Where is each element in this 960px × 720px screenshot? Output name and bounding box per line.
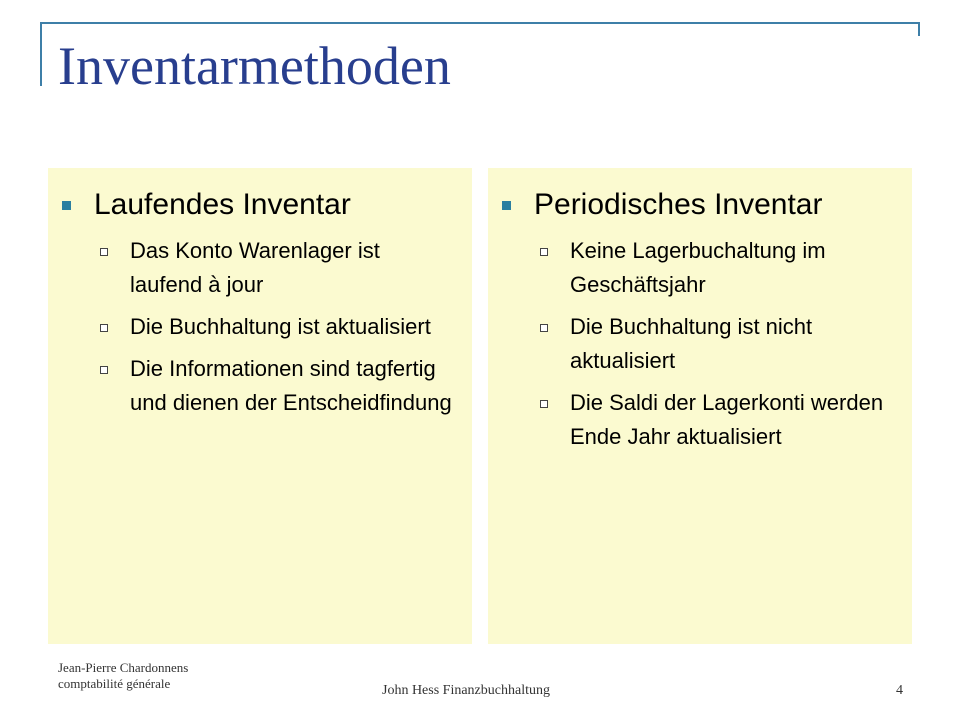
column-heading <box>488 186 912 224</box>
list-item-text: Die Informationen sind tagfertig und dienen der Entscheidfindung <box>130 356 452 415</box>
column-laufendes-inventar <box>48 168 472 644</box>
footer-title: John Hess Finanzbuchhaltung <box>382 683 550 698</box>
title-frame-top-line <box>40 22 920 24</box>
title-frame-right-line <box>918 22 920 36</box>
list-item-text: Die Buchhaltung ist aktualisiert <box>130 314 431 339</box>
column-heading <box>48 186 472 224</box>
square-bullet-icon <box>62 201 71 210</box>
list-item <box>488 386 912 454</box>
square-bullet-icon <box>502 201 511 210</box>
hollow-square-bullet-icon <box>100 324 108 332</box>
list-item-text: Das Konto Warenlager ist laufend à jour <box>130 238 380 297</box>
slide-title: Inventarmethoden <box>58 36 451 96</box>
bullet-list <box>488 234 912 454</box>
column-heading-text: Laufendes Inventar <box>94 188 351 221</box>
hollow-square-bullet-icon <box>540 324 548 332</box>
title-frame-left-line <box>40 22 42 86</box>
list-item <box>488 234 912 302</box>
list-item <box>48 352 472 420</box>
list-item <box>48 310 472 344</box>
list-item <box>488 310 912 378</box>
footer-author <box>58 660 188 692</box>
hollow-square-bullet-icon <box>540 400 548 408</box>
bullet-list <box>48 234 472 420</box>
page-number: 4 <box>896 683 903 698</box>
list-item-text: Keine Lagerbuchaltung im Geschäftsjahr <box>570 238 826 297</box>
footer-author-name: Jean-Pierre Chardonnens <box>58 660 189 675</box>
column-periodisches-inventar <box>488 168 912 644</box>
footer-author-course: comptabilité générale <box>58 676 171 691</box>
hollow-square-bullet-icon <box>100 248 108 256</box>
list-item-text: Die Saldi der Lagerkonti werden Ende Jahr aktualisiert <box>570 390 884 449</box>
column-heading-text: Periodisches Inventar <box>534 188 823 221</box>
hollow-square-bullet-icon <box>100 366 108 374</box>
list-item <box>48 234 472 302</box>
hollow-square-bullet-icon <box>540 248 548 256</box>
list-item-text: Die Buchhaltung ist nicht aktualisiert <box>570 314 813 373</box>
